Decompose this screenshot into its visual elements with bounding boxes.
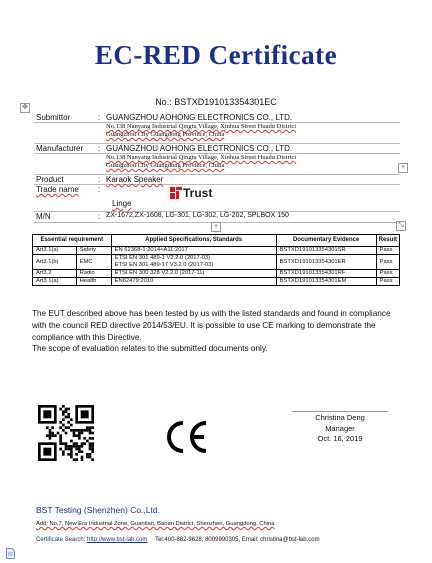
manufacturer-row <box>34 144 400 154</box>
colon: : <box>98 144 101 153</box>
result-cell: Pass <box>376 255 399 270</box>
spec-cell: EN 62368-1:2014+A11:2017 <box>111 247 276 255</box>
signature-date: Oct. 16, 2019 <box>317 434 363 443</box>
product-value: Karaok Speaker <box>106 175 164 184</box>
submittor-name: GUANGZHOU AOHONG ELECTRONICS CO., LTD. <box>106 113 293 122</box>
header-applied-specifications: Applied Specifications, Standards <box>111 235 276 247</box>
manufacturer-address-line1: No.138 Nanyang Industrial Qingtu Village, Xinhua Street Huadu District <box>106 154 297 161</box>
company-name: BST Testing (Shenzhen) Co.,Ltd. <box>36 505 160 515</box>
product-label: Product <box>36 175 64 184</box>
resize-handle-icon[interactable]: ⤡ <box>396 221 406 231</box>
category-cell: EMC <box>76 255 111 270</box>
move-handle-icon[interactable]: ✥ <box>20 103 30 113</box>
trust-logo-mark-icon <box>170 187 182 199</box>
signature-block <box>290 413 390 445</box>
art-cell: Art3.1(a) <box>33 278 77 286</box>
submittor-address-line2: Guangzhou City Guangdong Province, China <box>106 131 225 138</box>
art-cell: Art3.1(b) <box>33 255 77 270</box>
category-cell: Health <box>76 278 111 286</box>
art-cell: Art3.2 <box>33 270 77 278</box>
signer-title: Manager <box>325 423 355 433</box>
trade-name-label: Trade name <box>36 185 79 194</box>
document-icon[interactable] <box>6 548 15 559</box>
doc-cell: BSTXD191013354301RF <box>276 270 376 278</box>
doc-cell: BSTXD191013354301EM <box>276 278 376 286</box>
trust-logo <box>170 186 212 200</box>
search-link[interactable]: http://www.bst-lab.com <box>87 537 148 543</box>
company-address: Add: No.7, New Era Industrial Zone, Guantian, Baoan District, Shenzhen, Guangdong, China <box>36 521 275 527</box>
result-cell: Pass <box>376 247 399 255</box>
result-cell: Pass <box>376 270 399 278</box>
spec-line1: ETSI EN 301 489-1 V2.2.0 (2017-03) <box>114 255 211 261</box>
cert-no-label: No.: <box>155 97 172 107</box>
art-cell: Art3.1(a) <box>33 247 77 255</box>
submittor-row <box>34 113 400 123</box>
table-row <box>33 278 400 286</box>
colon: : <box>98 185 101 194</box>
header-documentary-evidence: Documentary Evidence <box>276 235 376 247</box>
trust-logo-text: Trust <box>183 186 213 200</box>
submittor-label: Submittor <box>36 113 71 122</box>
table-row <box>33 270 400 278</box>
certificate-search <box>36 537 320 543</box>
colon: : <box>98 212 101 221</box>
trade-name-small: Linge <box>112 199 132 208</box>
search-label: Certificate Search: <box>36 537 86 543</box>
spec-cell: ETSI EN 300 328 V2.2.0 (2017-11) <box>111 270 276 278</box>
cert-no-value: BSTXD191013354301EC <box>174 97 277 107</box>
requirements-table <box>32 234 400 286</box>
product-row <box>34 175 400 185</box>
manufacturer-label: Manufacturer <box>36 144 84 153</box>
spec-cell: EN62479:2010 <box>111 278 276 286</box>
colon: : <box>98 113 101 122</box>
doc-cell: BSTXD191013354301SR <box>276 247 376 255</box>
header-result: Result <box>376 235 399 247</box>
table-row <box>33 255 400 270</box>
scope-paragraph: The scope of evaluation relates to the submitted documents only. <box>32 344 268 354</box>
mn-label: M/N <box>36 212 51 221</box>
certificate-title: EC-RED Certificate <box>94 40 338 70</box>
certificate-number <box>0 97 432 107</box>
colon: : <box>98 175 101 184</box>
category-cell: Safety <box>76 247 111 255</box>
trade-name-row: Trade name : ~~~~~~~~ Linge Trust <box>34 185 400 211</box>
category-cell: Radio <box>76 270 111 278</box>
submittor-address-row <box>34 123 400 144</box>
result-cell: Pass <box>376 278 399 286</box>
add-row-icon[interactable]: + <box>211 222 221 232</box>
mn-value: ZX-1672,ZX-1608, LG-301, LG-302, LG-202, SPLBOX 150 <box>106 212 289 219</box>
signature-line <box>292 411 388 412</box>
statement <box>32 308 404 355</box>
table-header-row <box>33 235 400 247</box>
email: Email: christina@bst-lab.com <box>241 537 320 543</box>
spec-cell <box>111 255 276 270</box>
spec-line2: ETSI EN 301 489-17 V3.2.0 (2017-03) <box>114 262 214 268</box>
ce-mark <box>164 419 210 455</box>
manufacturer-name: GUANGZHOU AOHONG ELECTRONICS CO., LTD. <box>106 144 293 153</box>
signer-name: Christina Deng <box>315 413 365 422</box>
table-row <box>33 247 400 255</box>
statement-paragraph: The EUT described above has been tested by us with the listed standards and found in compliance with the council RED directive 2014/53/EU. It is possible to use CE marking to demonstrate the compliance with this Directive. <box>32 309 391 342</box>
submittor-address-line1: No.138 Nanyang Industrial Qingtu Village, Xinhua Street Huadu District <box>106 123 297 130</box>
manufacturer-address-row <box>34 154 400 175</box>
telephone: Tel:400-882-9628, 8009990305, <box>155 537 241 543</box>
manufacturer-address-line2: Guangzhou City Guangdong Province, China <box>106 162 225 169</box>
qr-code <box>38 405 94 461</box>
header-essential-requirement: Essential requirement <box>33 235 112 247</box>
info-table <box>34 113 400 223</box>
doc-cell: BSTXD191013354301ER <box>276 255 376 270</box>
add-row-icon[interactable]: + <box>398 163 408 173</box>
